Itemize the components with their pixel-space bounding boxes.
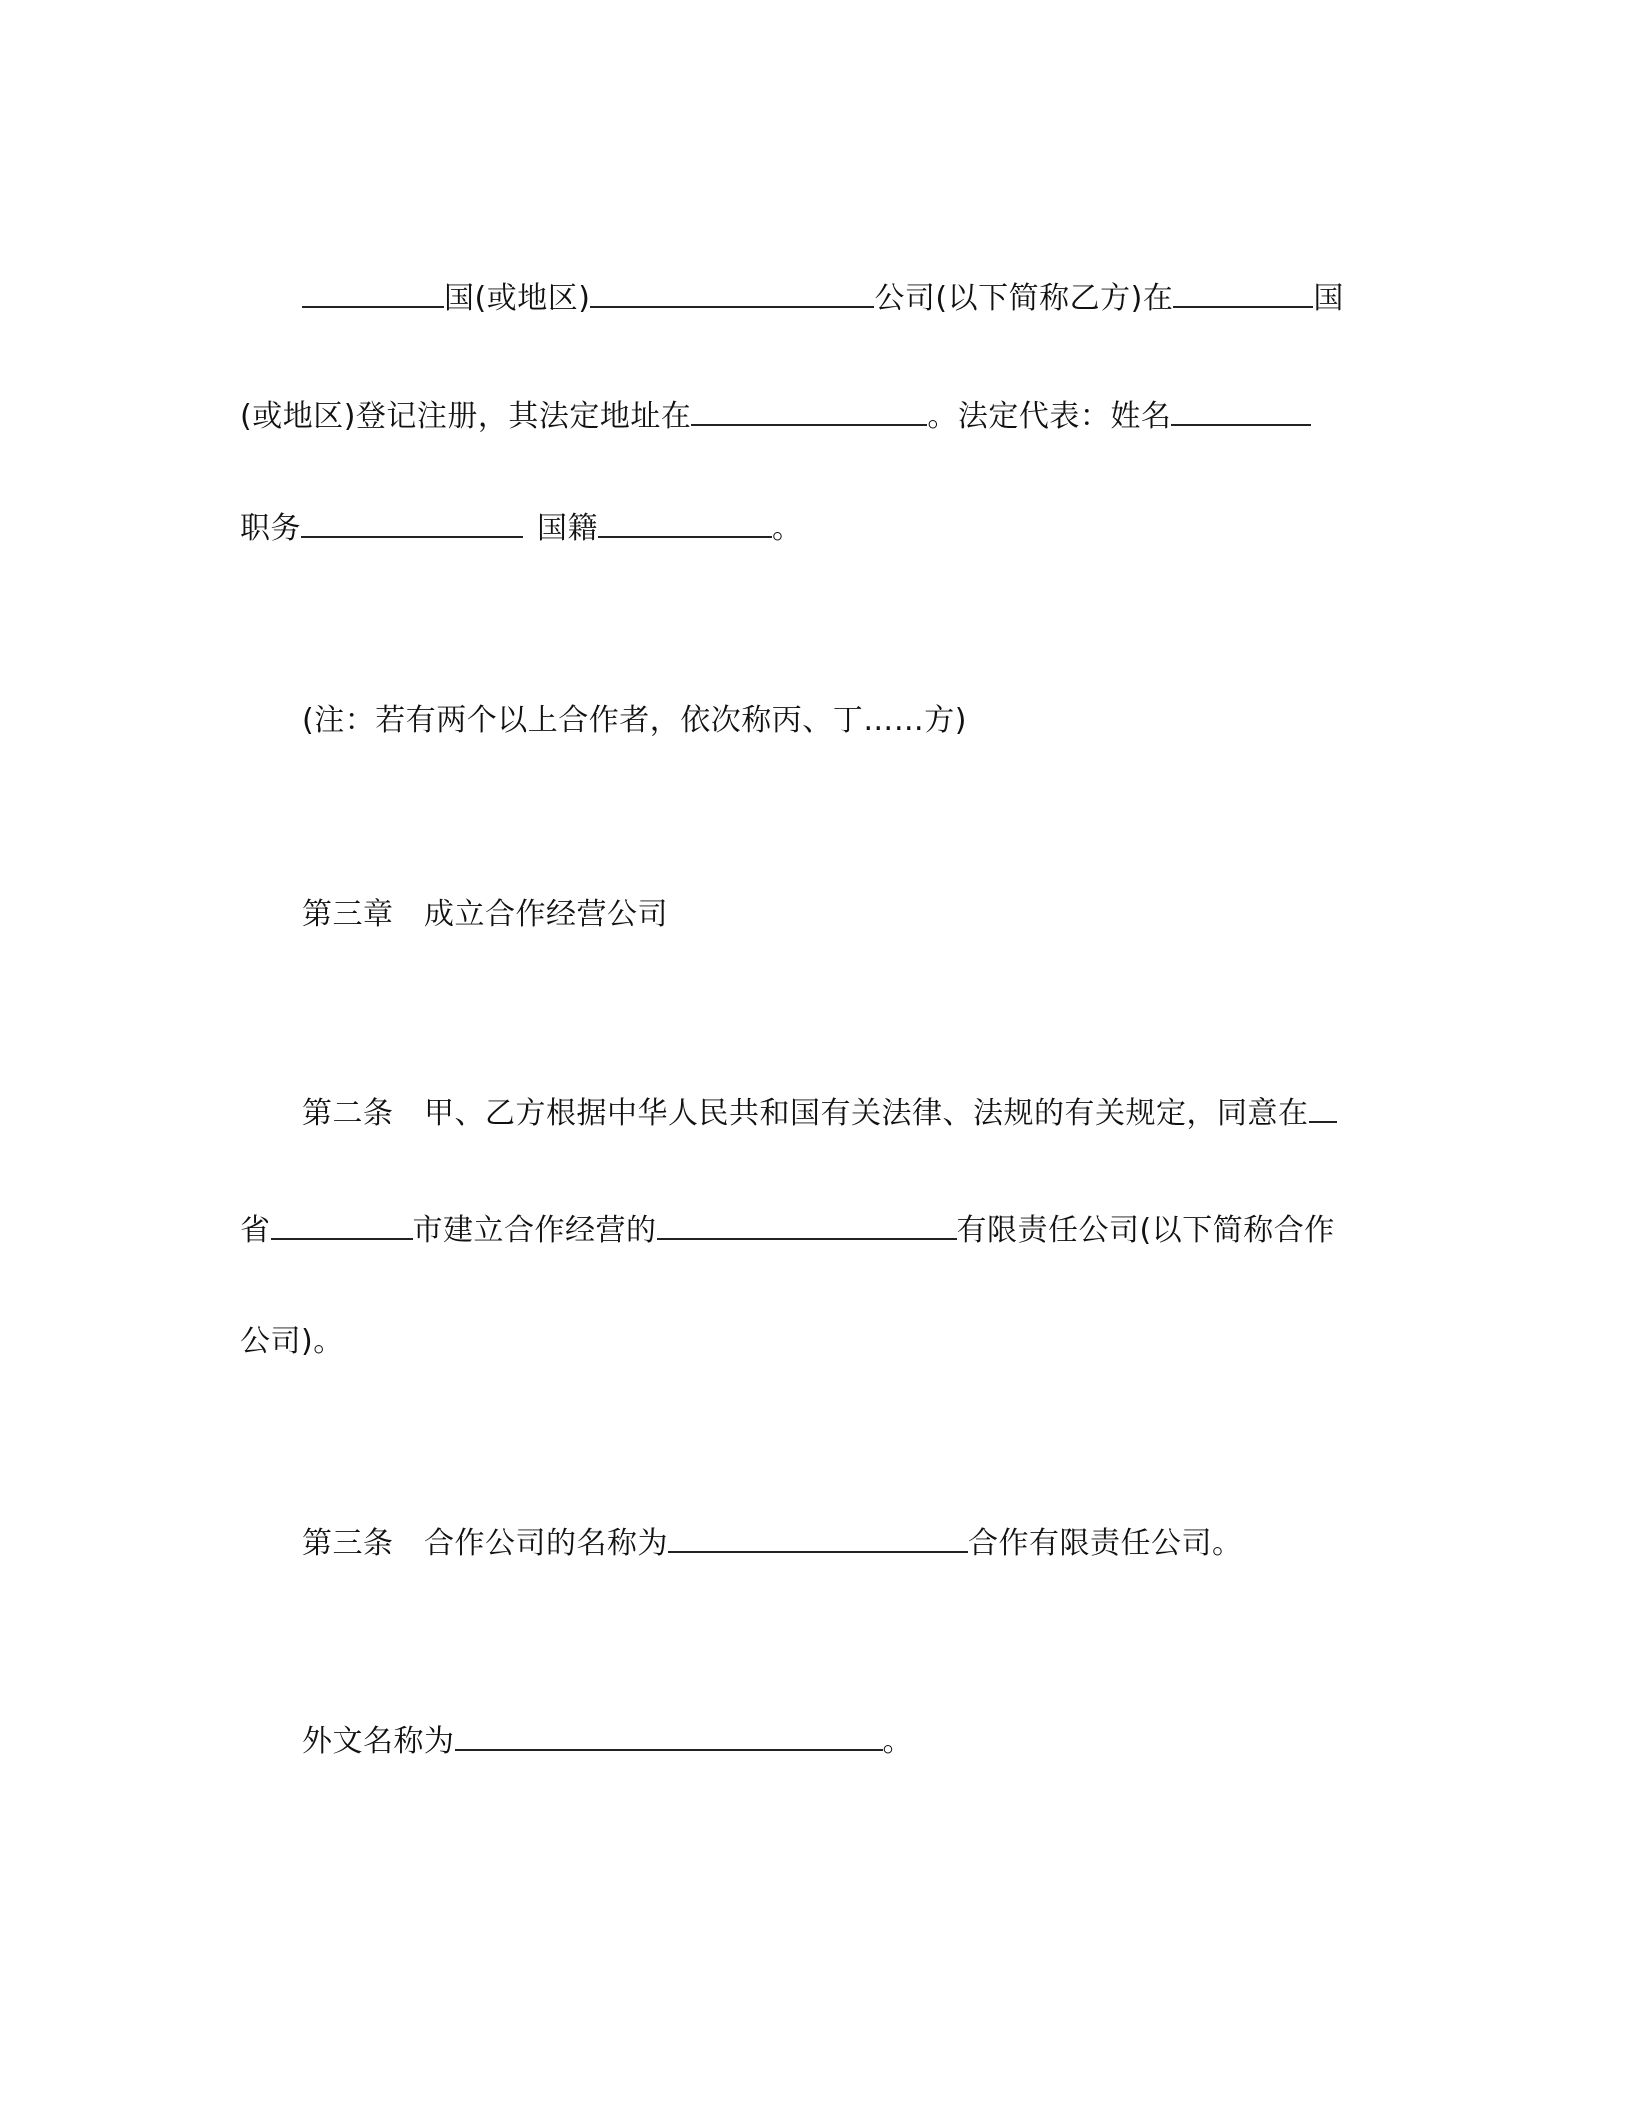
article-2-line-1: [302, 1091, 1337, 1134]
text-company-party-b: 公司(以下简称乙方)在: [874, 281, 1174, 316]
note-line: [302, 701, 967, 741]
article-3-suffix: 合作有限责任公司。: [968, 1526, 1243, 1561]
party-b-line-2: [240, 394, 1311, 437]
blank-company-name[interactable]: [590, 276, 874, 308]
text-position: 职务: [240, 511, 301, 546]
blank-company-name-cn[interactable]: [668, 1521, 968, 1553]
foreign-name-line: [302, 1719, 913, 1762]
blank-registration-country[interactable]: [1173, 276, 1313, 308]
party-b-line-1: [302, 276, 1344, 319]
blank-company-type[interactable]: [657, 1208, 957, 1240]
text-country-or-region: 国(或地区): [444, 281, 591, 316]
blank-position[interactable]: [301, 506, 523, 538]
foreign-name-text: 外文名称为: [302, 1724, 455, 1759]
blank-nationality[interactable]: [598, 506, 772, 538]
article-2-line-3: [240, 1322, 344, 1362]
chapter-heading-text: 第三章 成立合作经营公司: [302, 897, 668, 932]
text-city-establish: 市建立合作经营的: [412, 1213, 657, 1248]
blank-country[interactable]: [302, 276, 444, 308]
text-country-suffix: 国: [1313, 281, 1344, 316]
blank-foreign-name[interactable]: [455, 1719, 883, 1751]
text-province: 省: [240, 1213, 271, 1248]
party-b-line-3: [240, 506, 803, 549]
text-period: 。: [772, 511, 803, 546]
blank-province-start[interactable]: [1309, 1091, 1337, 1123]
article-2-line-2: [240, 1208, 1335, 1251]
blank-legal-address[interactable]: [691, 394, 927, 426]
note-text: (注：若有两个以上合作者，依次称丙、丁……方): [302, 703, 967, 738]
blank-city[interactable]: [271, 1208, 413, 1240]
chapter-heading: [302, 895, 668, 935]
text-legal-representative-name: 。法定代表：姓名: [927, 399, 1172, 434]
article-3-line: [302, 1521, 1243, 1564]
article-2-text: 第二条 甲、乙方根据中华人民共和国有关法律、法规的有关规定，同意在: [302, 1096, 1309, 1131]
blank-representative-name[interactable]: [1171, 394, 1311, 426]
text-company-close: 公司)。: [240, 1324, 344, 1359]
text-limited-liability: 有限责任公司(以下简称合作: [956, 1213, 1335, 1248]
foreign-name-period: 。: [882, 1724, 913, 1759]
article-3-text: 第三条 合作公司的名称为: [302, 1526, 668, 1561]
text-nationality: 国籍: [537, 511, 598, 546]
text-registered-address: (或地区)登记注册，其法定地址在: [240, 399, 692, 434]
